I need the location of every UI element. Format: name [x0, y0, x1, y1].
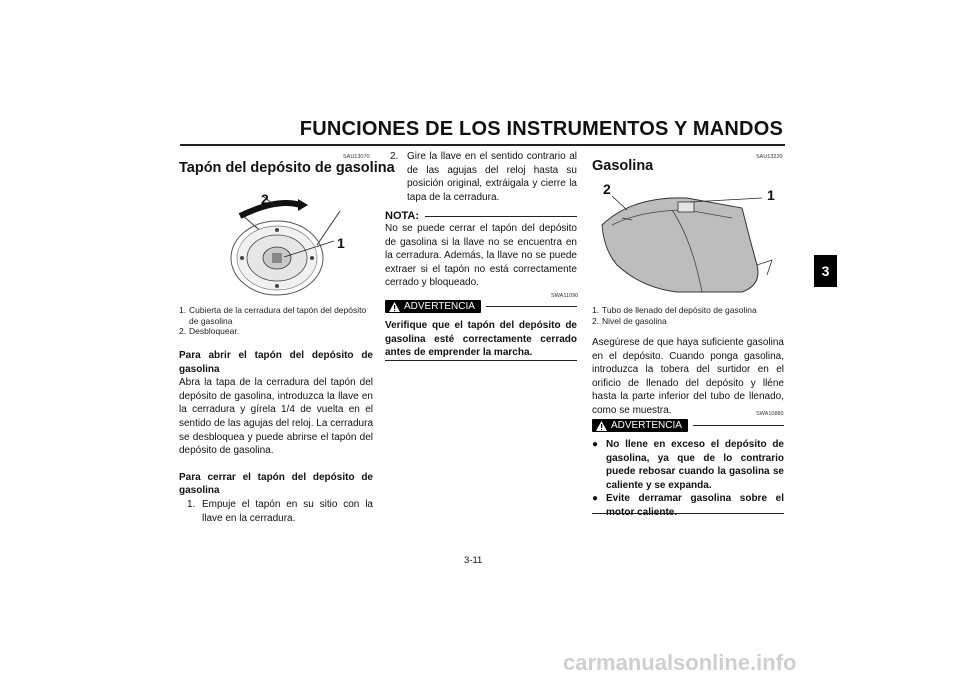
figure-label-1: 1 [767, 187, 775, 203]
chapter-tab: 3 [814, 255, 837, 287]
warning-code: SWA10880 [756, 411, 784, 417]
bullet-icon: ● [592, 493, 599, 505]
close-heading: Para cerrar el tapón del depósito de gasolina [179, 471, 373, 497]
caption-text: Desbloquear. [189, 326, 240, 336]
step-2 [385, 150, 577, 204]
note-header [385, 210, 577, 222]
page-header-title: FUNCIONES DE LOS INSTRUMENTOS Y MANDOS [299, 118, 783, 140]
figure-captions [592, 305, 784, 326]
caption-text: Nivel de gasolina [602, 315, 667, 326]
gasolina-text: Asegúrese de que haya suficiente gasolina en el depósito. Cuando ponga gasolina, introduzca la tobera del surtidor en el orificio de llenado del depósito y lléne hasta la parte inferior del tubo de llenado, como se muestra. [592, 337, 784, 416]
section-code: SAU13220 [756, 154, 783, 160]
warning-triangle-icon [596, 421, 607, 431]
warning-end-rule [385, 360, 577, 361]
fuel-tank-figure [592, 180, 782, 295]
bullet-text: Evite derramar gasolina sobre el [606, 493, 784, 505]
step-number: 1. [187, 498, 196, 510]
note-rule [425, 216, 577, 217]
note-text: No se puede cerrar el tapón del depósito de gasolina si la llave no se encuentra en la cerradura. Además, la llave no se puede extraer si el tapón no está correctamente cerrado y bloqueado. [385, 223, 577, 289]
caption-num: 2. [179, 326, 187, 336]
figure-label-2: 2 [261, 191, 269, 207]
caption-num: 1. [179, 305, 187, 315]
bullet-icon: ● [592, 439, 599, 450]
warning-badge [592, 419, 688, 432]
note-title: NOTA: [385, 210, 420, 222]
figure-label-1: 1 [337, 235, 345, 251]
figure-label-2: 2 [603, 181, 611, 197]
section-heading-gasolina: Gasolina [592, 158, 654, 174]
section-code: SAU13070 [343, 154, 370, 160]
warning-label: ADVERTENCIA [404, 301, 475, 312]
step-text: Empuje el tapón en su sitio con la llave en la cerradura. [202, 498, 373, 524]
col1-body [179, 349, 373, 525]
warning-rule [693, 425, 784, 426]
caption-num: 1. [592, 305, 600, 315]
step-number: 2. [390, 151, 399, 162]
warning-code: SWA11090 [551, 293, 579, 299]
open-text: Abra la tapa de la cerradura del tapón del depósito de gasolina, introduzca la llave en la cerradura y gírela 1/4 de vuelta en el sentido de las agujas del reloj. La cerradura se desbloquea y puede abrirse el tapón del depósito de gasolina. [179, 377, 374, 457]
step-1 [179, 498, 373, 525]
warning-end-rule [592, 513, 784, 514]
open-heading: Para abrir el tapón del depósito de gasolina [179, 350, 373, 375]
warning-header [385, 300, 577, 313]
warning-bullets [592, 438, 784, 520]
warning-bullet [592, 438, 784, 492]
caption-num: 2. [592, 315, 600, 326]
header-rule [180, 144, 785, 146]
fuel-cap-figure [222, 183, 372, 298]
bullet-text: No llene en exceso el depósito de gasolina, ya que de lo contrario puede rebosar cuando la gasolina se caliente y se expanda. [606, 439, 784, 491]
caption-text: Tubo de llenado del depósito de gasolina [602, 305, 757, 315]
warning-rule [486, 306, 577, 307]
warning-text: Verifique que el tapón del depósito de gasolina esté correctamente cerrado antes de emprender la marcha. [385, 320, 577, 359]
watermark: carmanualsonline.info [563, 650, 797, 675]
warning-label: ADVERTENCIA [611, 420, 682, 431]
page-number: 3-11 [464, 555, 483, 566]
step-text: Gire la llave en el sentido contrario al de las agujas del reloj hasta su posición original, extráigala y cierre la tapa de la cerradura. [407, 151, 577, 203]
warning-header [592, 419, 784, 432]
warning-triangle-icon [389, 302, 400, 312]
figure-captions [179, 305, 369, 337]
section-heading-fuel-cap: Tapón del depósito de gasolina [179, 160, 395, 176]
warning-badge [385, 300, 481, 313]
warning-bullet [592, 492, 784, 519]
caption-text: Cubierta de la cerradura del tapón del depósito de gasolina [189, 305, 367, 326]
